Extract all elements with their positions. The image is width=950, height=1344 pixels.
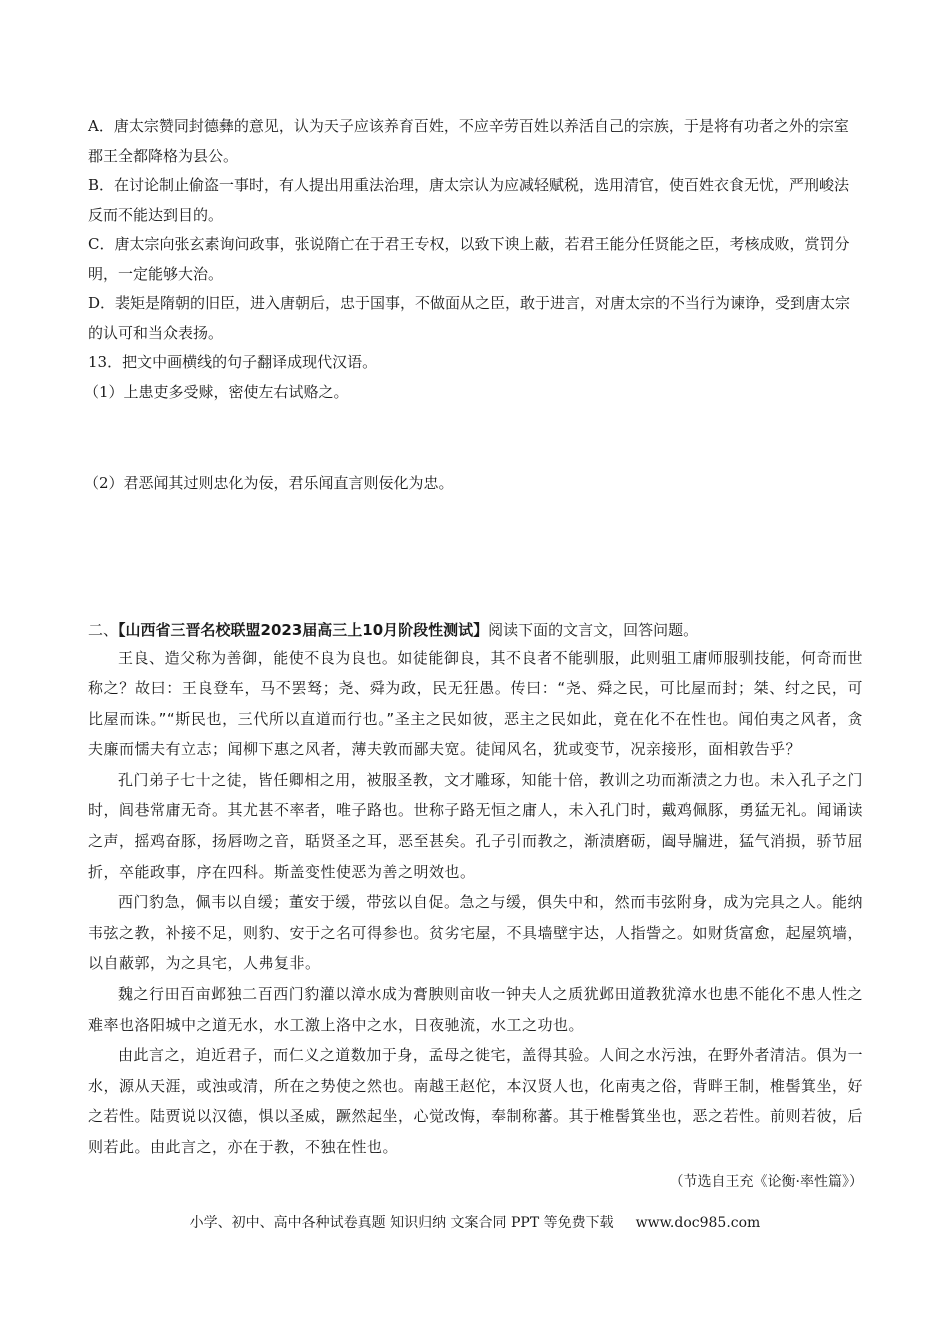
footer-url[interactable]: www.doc985.com [635, 1215, 761, 1231]
passage-paragraph-3: 西门豹急，佩韦以自缓；董安于缓，带弦以自促。急之与缓，俱失中和，然而韦弦附身，成为完具之人。能纳韦弦之教，补接不足，则豹、安于之名可得参也。贫劣宅屋，不具墙壁宇达，人指訾之。如财货富愈，起屋筑墙，以自蔽郭，为之具宅，人弗复非。 [88, 893, 864, 973]
question-13-sub2: （2）君恶闻其过则忠化为佞，君乐闻直言则佞化为忠。 [84, 474, 454, 492]
option-a: A．唐太宗赞同封德彝的意见，认为天子应该养育百姓，不应辛劳百姓以养活自己的宗族，于是将有功者之外的宗室郡王全都降格为县公。 [88, 117, 849, 165]
option-d: D．裴矩是隋朝的旧臣，进入唐朝后，忠于国事，不做面从之臣，敢于进言，对唐太宗的不当行为谏诤，受到唐太宗的认可和当众表扬。 [88, 294, 851, 342]
question-13-title: 13．把文中画横线的句子翻译成现代汉语。 [88, 353, 378, 371]
section-2-prefix: 二、 [88, 620, 119, 639]
document-page [84, 112, 864, 1195]
section-2-source-title: 【山西省三晋名校联盟2023届高三上10月阶段性测试】 [118, 620, 489, 639]
answer-options [88, 112, 863, 348]
question-13-sub1: （1）上患吏多受赇，密使左右试赂之。 [84, 382, 349, 401]
passage-paragraph-4: 魏之行田百亩邺独二百西门豹灌以漳水成为膏腴则亩收一钟夫人之质犹邺田道教犹漳水也患不能化不患人性之难率也洛阳城中之道无水，水工激上洛中之水，日夜驰流，水工之功也。 [88, 985, 863, 1034]
option-c: C．唐太宗向张玄素询问政事，张说隋亡在于君王专权，以致下谀上蔽，若君王能分任贤能之臣，考核成败，赏罚分明，一定能够大治。 [88, 235, 850, 283]
classical-passage [88, 643, 863, 1163]
passage-source: （节选自王充《论衡·率性篇》） [669, 1173, 863, 1190]
page-footer [0, 1212, 950, 1232]
section-2-instruction: 阅读下面的文言文，回答问题。 [488, 620, 699, 639]
option-b: B．在讨论制止偷盗一事时，有人提出用重法治理，唐太宗认为应减轻赋税，选用清官，使百姓衣食无忧，严刑峻法反而不能达到目的。 [88, 176, 850, 224]
section-2-heading [88, 617, 863, 643]
answer-space-1 [88, 407, 863, 469]
footer-text: 小学、初中、高中各种试卷真题 知识归纳 文案合同 PPT 等免费下载 [189, 1215, 614, 1231]
answer-space-2 [88, 499, 863, 617]
passage-paragraph-5: 由此言之，迫近君子，而仁义之道数加于身，孟母之徙宅，盖得其验。人间之水污浊，在野外者清洁。俱为一水，源从天涯，或浊或清，所在之势使之然也。南越王赵佗，本汉贤人也，化南夷之俗，背畔王制，椎髻箕坐，好之若性。陆贾说以汉德，惧以圣威，蹶然起坐，心觉改悔，奉制称蕃。其于椎髻箕坐也，恶之若性。前则若彼，后则若此。由此言之，亦在于教，不独在性也。 [88, 1046, 864, 1156]
passage-paragraph-2: 孔门弟子七十之徒，皆任卿相之用，被服圣教，文才雕琢，知能十倍，教训之功而渐渍之力也。未入孔子之门时，闾巷常庸无奇。其尤甚不率者，唯子路也。世称子路无恒之庸人，未入孔门时，戴鸡佩豚，勇猛无礼。闻诵读之声，摇鸡奋豚，扬唇吻之音，聒贤圣之耳，恶至甚矣。孔子引而教之，渐渍磨砺，阖导牖进，猛气消损，骄节屈折，卒能政事，序在四科。斯盖变性使恶为善之明效也。 [88, 770, 864, 881]
passage-paragraph-1: 王良、造父称为善御，能使不良为良也。如徒能御良，其不良者不能驯服，此则驵工庸师服驯技能，何奇而世称之？故曰：王良登车，马不罢驽；尧、舜为政，民无狂愚。传曰：“尧、舜之民，可比屋而封；桀、纣之民，可比屋而诛。”“斯民也，三代所以直道而行也。”圣主之民如彼，恶主之民如此，竟在化不在性也。闻伯夷之风者，贪夫廉而懦夫有立志；闻柳下惠之风者，薄夫敦而鄙夫宽。徒闻风名，犹或变节，况亲接形，面相敦告乎？ [88, 648, 863, 759]
